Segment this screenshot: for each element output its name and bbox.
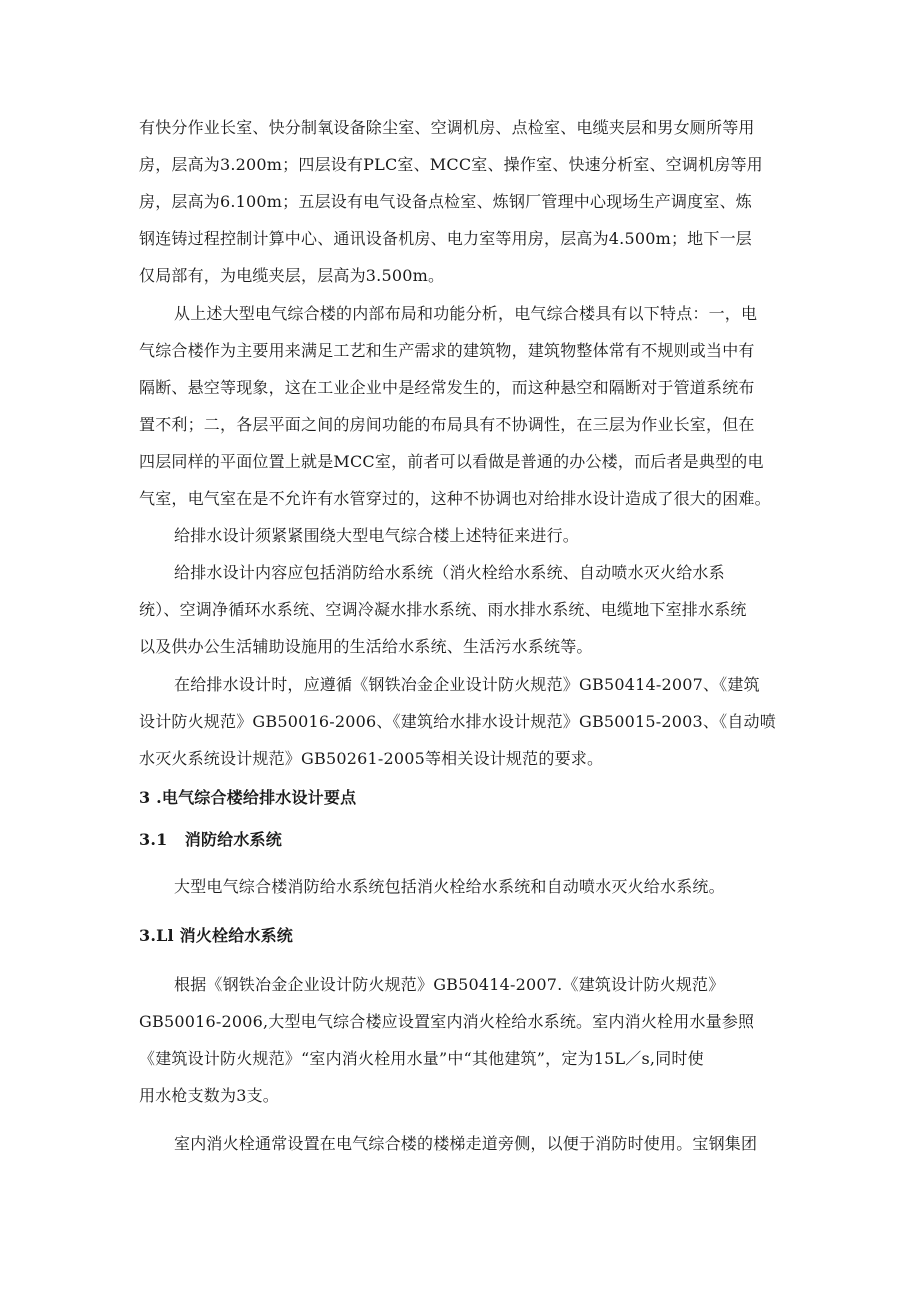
- paragraph-line: 隔断、悬空等现象，这在工业企业中是经常发生的，而这种悬空和隔断对于管道系统布: [139, 378, 755, 397]
- paragraph-line: 室内消火栓通常设置在电气综合楼的楼梯走道旁侧，以便于消防时使用。宝钢集团: [174, 1134, 758, 1153]
- paragraph-line: 气室，电气室在是不允许有水管穿过的，这种不协调也对给排水设计造成了很大的困难。: [139, 489, 771, 508]
- paragraph-line: 仅局部有，为电缆夹层，层高为3.500m。: [139, 266, 445, 285]
- paragraph-line: 根据《钢铁冶金企业设计防火规范》GB50414-2007.《建筑设计防火规范》: [174, 975, 725, 994]
- paragraph-line: 房，层高为6.100m；五层设有电气设备点检室、炼钢厂管理中心现场生产调度室、炼: [139, 192, 752, 211]
- paragraph-line: 四层同样的平面位置上就是MCC室，前者可以看做是普通的办公楼，而后者是典型的电: [139, 452, 764, 471]
- paragraph-line: 房，层高为3.200m；四层设有PLC室、MCC室、操作室、快速分析室、空调机房等用: [139, 155, 763, 174]
- paragraph-line: 在给排水设计时，应遵循《钢铁冶金企业设计防火规范》GB50414-2007、《建筑: [174, 675, 760, 694]
- section-heading: 3 .电气综合楼给排水设计要点: [139, 788, 357, 807]
- paragraph-line: 从上述大型电气综合楼的内部布局和功能分析，电气综合楼具有以下特点：一，电: [174, 304, 758, 323]
- subsubsection-heading: 3.Ll 消火栓给水系统: [139, 926, 294, 945]
- paragraph-line: 置不利；二，各层平面之间的房间功能的布局具有不协调性，在三层为作业长室，但在: [139, 415, 755, 434]
- subsection-heading: 3.1 消防给水系统: [139, 830, 282, 849]
- paragraph-line: 统）、空调净循环水系统、空调冷凝水排水系统、雨水排水系统、电缆地下室排水系统: [139, 600, 747, 619]
- paragraph-line: 《建筑设计防火规范》“室内消火栓用水量”中“其他建筑”，定为15L／s,同时使: [139, 1049, 704, 1068]
- paragraph-line: 水灭火系统设计规范》GB50261-2005等相关设计规范的要求。: [139, 749, 604, 768]
- paragraph-line: 以及供办公生活辅助设施用的生活给水系统、生活污水系统等。: [139, 637, 593, 656]
- paragraph-line: 设计防火规范》GB50016-2006、《建筑给水排水设计规范》GB50015-2003、《自动喷: [139, 712, 776, 731]
- paragraph-line: GB50016-2006,大型电气综合楼应设置室内消火栓给水系统。室内消火栓用水量参照: [139, 1012, 755, 1031]
- paragraph-line: 大型电气综合楼消防给水系统包括消火栓给水系统和自动喷水灭火给水系统。: [174, 877, 725, 896]
- paragraph-line: 给排水设计须紧紧围绕大型电气综合楼上述特征来进行。: [174, 526, 580, 545]
- paragraph-line: 给排水设计内容应包括消防给水系统（消火栓给水系统、自动喷水灭火给水系: [174, 563, 725, 582]
- paragraph-line: 气综合楼作为主要用来满足工艺和生产需求的建筑物，建筑物整体常有不规则或当中有: [139, 341, 755, 360]
- paragraph-line: 用水枪支数为3支。: [139, 1086, 279, 1105]
- paragraph-line: 有快分作业长室、快分制氧设备除尘室、空调机房、点检室、电缆夹层和男女厕所等用: [139, 118, 755, 137]
- paragraph-line: 钢连铸过程控制计算中心、通讯设备机房、电力室等用房，层高为4.500m；地下一层: [139, 229, 752, 248]
